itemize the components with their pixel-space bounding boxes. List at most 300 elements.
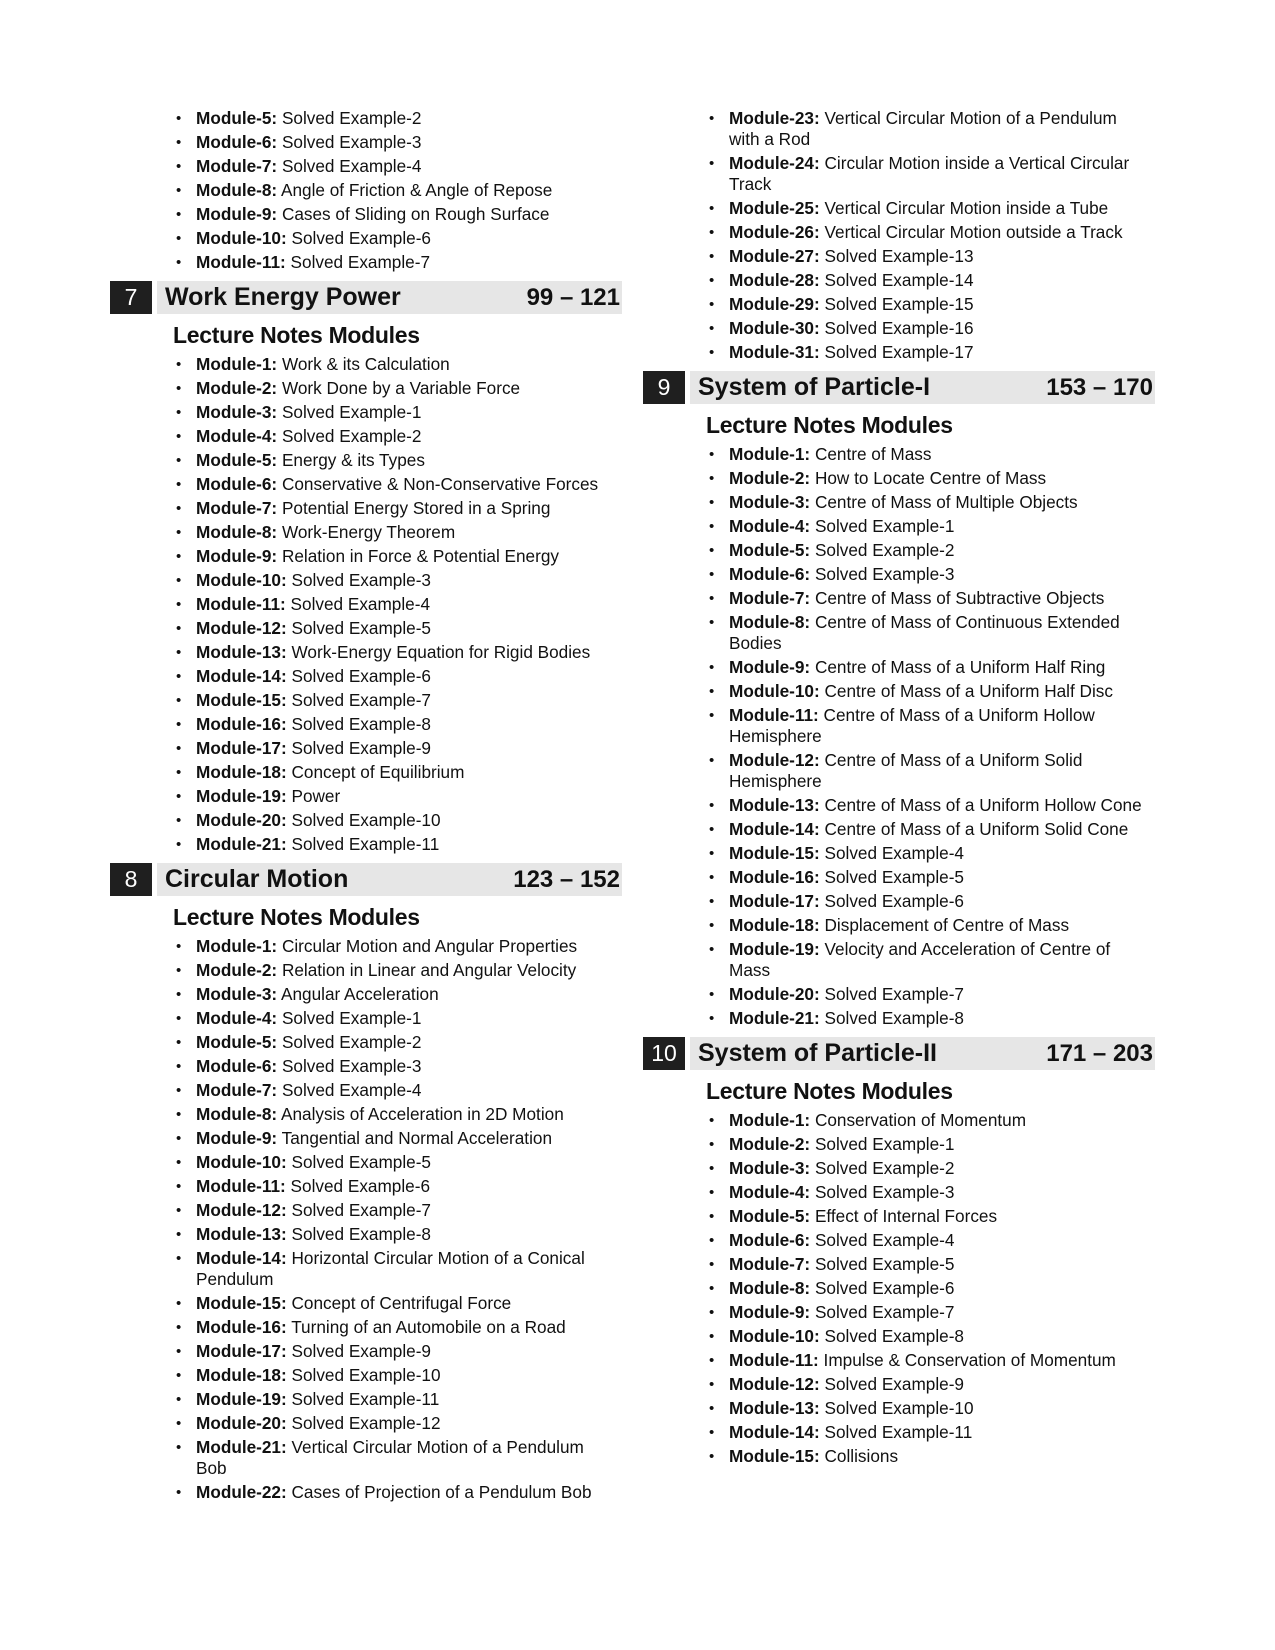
module-title: Solved Example-2 <box>814 540 955 560</box>
module-title: Solved Example-7 <box>291 690 431 710</box>
module-title: Solved Example-3 <box>281 132 422 152</box>
module-title: Vertical Circular Motion of a Pendulum with a Rod <box>729 108 1117 149</box>
module-title: Solved Example-2 <box>281 426 422 446</box>
module-title: Turning of an Automobile on a Road <box>291 1317 566 1337</box>
module-list-item <box>196 762 622 783</box>
module-list-item <box>196 354 622 375</box>
module-number: Module-9: <box>196 204 278 224</box>
module-title: Solved Example-10 <box>291 1365 441 1385</box>
module-list-item <box>196 498 622 519</box>
module-title: Centre of Mass of Multiple Objects <box>814 492 1078 512</box>
module-number: Module-28: <box>729 270 820 290</box>
module-title: Vertical Circular Motion of a Pendulum Bob <box>196 1437 584 1478</box>
module-title: Angular Acceleration <box>280 984 439 1004</box>
module-number: Module-9: <box>729 1302 811 1322</box>
module-title: Conservative & Non-Conservative Forces <box>281 474 599 494</box>
module-number: Module-15: <box>196 1293 287 1313</box>
module-number: Module-5: <box>196 1032 278 1052</box>
module-title: Circular Motion and Angular Properties <box>281 936 578 956</box>
module-number: Module-30: <box>729 318 820 338</box>
module-title: Solved Example-11 <box>291 1389 440 1409</box>
chapter-title-bar <box>157 281 622 314</box>
module-number: Module-20: <box>729 984 820 1004</box>
chapter-header <box>110 281 622 314</box>
module-list-item <box>729 1206 1155 1227</box>
module-list <box>643 1110 1155 1467</box>
module-list-item <box>729 468 1155 489</box>
module-title: Circular Motion inside a Vertical Circular Track <box>729 153 1130 194</box>
module-title: Solved Example-15 <box>824 294 974 314</box>
module-list-item <box>729 750 1155 792</box>
chapter-title-bar <box>690 371 1155 404</box>
module-list-item <box>729 705 1155 747</box>
module-list-item <box>729 1134 1155 1155</box>
module-number: Module-12: <box>729 750 820 770</box>
section-subtitle: Lecture Notes Modules <box>706 1078 953 1104</box>
module-number: Module-4: <box>196 426 278 446</box>
module-number: Module-1: <box>196 936 278 956</box>
module-title: Solved Example-10 <box>291 810 441 830</box>
module-number: Module-13: <box>729 1398 820 1418</box>
module-title: Relation in Force & Potential Energy <box>281 546 559 566</box>
module-list-item <box>196 984 622 1005</box>
chapter-block <box>110 281 622 855</box>
module-number: Module-11: <box>729 705 819 725</box>
module-title: Collisions <box>824 1446 899 1466</box>
module-list-item <box>196 132 622 153</box>
chapter-header <box>643 371 1155 404</box>
module-number: Module-4: <box>196 1008 278 1028</box>
module-title: Centre of Mass <box>814 444 932 464</box>
module-title: Solved Example-3 <box>814 564 955 584</box>
module-list-item <box>196 546 622 567</box>
module-list-item <box>196 594 622 615</box>
module-number: Module-5: <box>729 540 811 560</box>
module-title: Centre of Mass of a Uniform Hollow Cone <box>824 795 1142 815</box>
module-number: Module-19: <box>196 1389 287 1409</box>
module-title: Solved Example-7 <box>291 1200 431 1220</box>
module-list-item <box>729 939 1155 981</box>
module-list-item <box>196 1152 622 1173</box>
module-list-item <box>729 270 1155 291</box>
module-title: Concept of Centrifugal Force <box>291 1293 512 1313</box>
module-title: Solved Example-6 <box>824 891 964 911</box>
module-title: Solved Example-4 <box>281 1080 422 1100</box>
module-number: Module-4: <box>729 1182 811 1202</box>
module-title: Power <box>291 786 341 806</box>
module-number: Module-7: <box>196 156 278 176</box>
chapter-number: 8 <box>110 863 152 896</box>
module-number: Module-7: <box>729 1254 811 1274</box>
module-title: Solved Example-6 <box>290 1176 431 1196</box>
module-title: Solved Example-9 <box>291 1341 431 1361</box>
module-title: Displacement of Centre of Mass <box>824 915 1070 935</box>
module-list-item <box>729 1182 1155 1203</box>
module-title: Solved Example-1 <box>281 402 422 422</box>
module-list-item <box>729 1254 1155 1275</box>
module-title: Solved Example-17 <box>824 342 974 362</box>
module-number: Module-16: <box>729 867 820 887</box>
module-list-item <box>729 915 1155 936</box>
module-list-item <box>196 1080 622 1101</box>
module-title: Solved Example-5 <box>814 1254 955 1274</box>
module-number: Module-2: <box>196 378 278 398</box>
module-list <box>110 354 622 855</box>
module-list-item <box>196 1008 622 1029</box>
module-number: Module-15: <box>729 1446 820 1466</box>
module-number: Module-1: <box>729 444 811 464</box>
module-title: Solved Example-6 <box>814 1278 955 1298</box>
module-number: Module-7: <box>196 498 278 518</box>
module-number: Module-19: <box>196 786 287 806</box>
module-number: Module-6: <box>196 474 278 494</box>
module-number: Module-10: <box>729 681 820 701</box>
module-number: Module-4: <box>729 516 811 536</box>
module-list-item <box>729 984 1155 1005</box>
module-list-item <box>729 492 1155 513</box>
module-list-item <box>196 1341 622 1362</box>
chapter-page-range: 99 – 121 <box>526 283 620 311</box>
module-title: Work Done by a Variable Force <box>281 378 521 398</box>
module-title: Conservation of Momentum <box>814 1110 1027 1130</box>
module-number: Module-20: <box>196 810 287 830</box>
module-number: Module-11: <box>729 1350 819 1370</box>
module-number: Module-17: <box>729 891 820 911</box>
module-list-item <box>196 570 622 591</box>
module-title: Solved Example-9 <box>824 1374 964 1394</box>
chapter-block <box>110 863 622 1503</box>
module-list-item <box>729 1422 1155 1443</box>
chapter-block <box>643 1037 1155 1467</box>
module-list <box>643 444 1155 1029</box>
module-number: Module-14: <box>729 1422 820 1442</box>
module-title: Energy & its Types <box>281 450 425 470</box>
module-list-item <box>729 153 1155 195</box>
module-number: Module-8: <box>196 1104 278 1124</box>
module-title: Solved Example-8 <box>291 714 431 734</box>
module-number: Module-6: <box>196 132 278 152</box>
module-number: Module-20: <box>196 1413 287 1433</box>
module-list-item <box>196 834 622 855</box>
module-number: Module-27: <box>729 246 820 266</box>
module-number: Module-13: <box>196 1224 287 1244</box>
module-list-item <box>729 1158 1155 1179</box>
module-title: Solved Example-5 <box>291 618 431 638</box>
chapter-title: System of Particle-I <box>698 373 931 401</box>
module-number: Module-11: <box>196 252 286 272</box>
module-list <box>110 108 622 273</box>
chapter-page-range: 171 – 203 <box>1046 1039 1153 1067</box>
module-list-item <box>196 108 622 129</box>
module-number: Module-10: <box>196 1152 287 1172</box>
module-list-item <box>196 1437 622 1479</box>
module-title: Velocity and Acceleration of Centre of Mass <box>729 939 1111 980</box>
module-list-item <box>729 246 1155 267</box>
module-number: Module-31: <box>729 342 820 362</box>
module-list-item <box>196 1104 622 1125</box>
module-title: Solved Example-4 <box>824 843 964 863</box>
module-number: Module-5: <box>196 450 278 470</box>
module-title: Cases of Sliding on Rough Surface <box>281 204 550 224</box>
module-title: Solved Example-14 <box>824 270 974 290</box>
chapter-title-bar <box>690 1037 1155 1070</box>
module-title: Work & its Calculation <box>281 354 450 374</box>
module-number: Module-12: <box>196 1200 287 1220</box>
module-title: Centre of Mass of Continuous Extended Bodies <box>729 612 1120 653</box>
module-list-item <box>196 960 622 981</box>
module-number: Module-5: <box>196 108 278 128</box>
chapter-title: Work Energy Power <box>165 283 401 311</box>
module-list-item <box>196 204 622 225</box>
module-number: Module-3: <box>196 984 278 1004</box>
module-title: Centre of Mass of a Uniform Half Disc <box>824 681 1113 701</box>
module-number: Module-16: <box>196 714 287 734</box>
chapter-block <box>643 371 1155 1029</box>
module-list-item <box>196 1413 622 1434</box>
module-title: Impulse & Conservation of Momentum <box>823 1350 1116 1370</box>
module-list-item <box>196 378 622 399</box>
module-title: Centre of Mass of a Uniform Half Ring <box>814 657 1106 677</box>
module-list-item <box>196 426 622 447</box>
module-title: Solved Example-7 <box>814 1302 955 1322</box>
module-list-item <box>729 444 1155 465</box>
module-number: Module-7: <box>729 588 811 608</box>
module-title: Solved Example-1 <box>281 1008 422 1028</box>
module-number: Module-22: <box>196 1482 287 1502</box>
module-title: Centre of Mass of Subtractive Objects <box>814 588 1105 608</box>
module-list-item <box>729 1230 1155 1251</box>
module-number: Module-3: <box>729 1158 811 1178</box>
module-title: Solved Example-1 <box>814 1134 955 1154</box>
module-number: Module-6: <box>196 1056 278 1076</box>
module-list-item <box>729 657 1155 678</box>
module-number: Module-18: <box>196 762 287 782</box>
module-list-item <box>196 1032 622 1053</box>
module-title: Solved Example-8 <box>824 1326 964 1346</box>
module-number: Module-17: <box>196 1341 287 1361</box>
module-number: Module-2: <box>729 1134 811 1154</box>
module-number: Module-16: <box>196 1317 287 1337</box>
module-title: Centre of Mass of a Uniform Solid Cone <box>824 819 1129 839</box>
module-list-item <box>729 108 1155 150</box>
section-subtitle: Lecture Notes Modules <box>173 904 420 930</box>
module-title: Angle of Friction & Angle of Repose <box>280 180 553 200</box>
module-list-item <box>196 690 622 711</box>
chapter-title: System of Particle-II <box>698 1039 937 1067</box>
module-title: Cases of Projection of a Pendulum Bob <box>291 1482 592 1502</box>
module-list-item <box>196 1482 622 1503</box>
chapter-number: 10 <box>643 1037 685 1070</box>
module-title: Work-Energy Theorem <box>281 522 456 542</box>
module-number: Module-9: <box>196 546 278 566</box>
module-number: Module-29: <box>729 294 820 314</box>
module-number: Module-26: <box>729 222 820 242</box>
module-list-item <box>196 402 622 423</box>
module-title: Solved Example-6 <box>291 228 431 248</box>
module-list-item <box>196 1056 622 1077</box>
module-number: Module-1: <box>729 1110 811 1130</box>
module-list-item <box>196 228 622 249</box>
module-title: Solved Example-4 <box>290 594 431 614</box>
module-list <box>110 936 622 1503</box>
module-number: Module-10: <box>196 570 287 590</box>
module-list-item <box>729 1374 1155 1395</box>
module-title: Centre of Mass of a Uniform Hollow Hemisphere <box>729 705 1095 746</box>
module-title: Solved Example-3 <box>281 1056 422 1076</box>
module-list-item <box>729 564 1155 585</box>
module-number: Module-3: <box>196 402 278 422</box>
module-number: Module-2: <box>729 468 811 488</box>
module-list-item <box>729 198 1155 219</box>
module-title: Relation in Linear and Angular Velocity <box>281 960 577 980</box>
module-list-item <box>196 786 622 807</box>
module-list-item <box>729 516 1155 537</box>
module-title: Solved Example-6 <box>291 666 431 686</box>
module-list-item <box>196 738 622 759</box>
module-list-item <box>729 222 1155 243</box>
module-number: Module-7: <box>196 1080 278 1100</box>
module-title: Solved Example-8 <box>291 1224 431 1244</box>
module-list-item <box>729 342 1155 363</box>
module-list-item <box>729 294 1155 315</box>
module-list-item <box>196 810 622 831</box>
module-list-item <box>196 1317 622 1338</box>
module-list-item <box>196 474 622 495</box>
module-title: Potential Energy Stored in a Spring <box>281 498 551 518</box>
module-title: Solved Example-9 <box>291 738 431 758</box>
module-list-item <box>729 867 1155 888</box>
module-list-item <box>196 618 622 639</box>
module-number: Module-14: <box>196 1248 287 1268</box>
module-number: Module-12: <box>729 1374 820 1394</box>
module-list-item <box>196 1128 622 1149</box>
module-title: Solved Example-3 <box>291 570 431 590</box>
module-title: Vertical Circular Motion inside a Tube <box>824 198 1109 218</box>
module-title: Solved Example-2 <box>281 108 422 128</box>
module-number: Module-3: <box>729 492 811 512</box>
module-title: Solved Example-3 <box>814 1182 955 1202</box>
module-title: Solved Example-8 <box>824 1008 964 1028</box>
module-list-item <box>729 1302 1155 1323</box>
chapter-title: Circular Motion <box>165 865 349 893</box>
module-title: Work-Energy Equation for Rigid Bodies <box>291 642 591 662</box>
module-number: Module-19: <box>729 939 820 959</box>
chapter-title-bar <box>157 863 622 896</box>
module-title: Tangential and Normal Acceleration <box>281 1128 553 1148</box>
left-column <box>110 108 622 1506</box>
module-title: Solved Example-11 <box>824 1422 973 1442</box>
module-list-item <box>729 1008 1155 1029</box>
module-list-item <box>729 1398 1155 1419</box>
module-number: Module-18: <box>729 915 820 935</box>
module-list-item <box>196 1389 622 1410</box>
module-title: Solved Example-2 <box>814 1158 955 1178</box>
chapter-page-range: 123 – 152 <box>513 865 620 893</box>
module-title: Solved Example-5 <box>291 1152 431 1172</box>
module-list-item <box>196 450 622 471</box>
module-number: Module-14: <box>729 819 820 839</box>
module-number: Module-15: <box>729 843 820 863</box>
module-number: Module-9: <box>196 1128 278 1148</box>
chapter-header <box>110 863 622 896</box>
module-list-item <box>196 936 622 957</box>
module-list-item <box>729 819 1155 840</box>
module-list-item <box>729 795 1155 816</box>
module-list-item <box>196 714 622 735</box>
module-list-item <box>196 522 622 543</box>
chapter-number: 9 <box>643 371 685 404</box>
module-title: Solved Example-12 <box>291 1413 441 1433</box>
module-number: Module-8: <box>196 180 278 200</box>
module-number: Module-11: <box>196 594 286 614</box>
module-list-item <box>196 1224 622 1245</box>
module-number: Module-6: <box>729 1230 811 1250</box>
module-list-item <box>196 1248 622 1290</box>
module-title: Solved Example-4 <box>814 1230 955 1250</box>
module-number: Module-11: <box>196 1176 286 1196</box>
module-title: Solved Example-7 <box>290 252 431 272</box>
module-list-item <box>196 1365 622 1386</box>
module-list-item <box>196 1293 622 1314</box>
module-title: Solved Example-5 <box>824 867 964 887</box>
module-list-item <box>196 1200 622 1221</box>
section-subtitle: Lecture Notes Modules <box>706 412 953 438</box>
module-list-item <box>196 252 622 273</box>
module-number: Module-8: <box>729 612 811 632</box>
module-number: Module-10: <box>729 1326 820 1346</box>
module-list-item <box>729 588 1155 609</box>
module-title: Concept of Equilibrium <box>291 762 465 782</box>
module-list-item <box>729 1326 1155 1347</box>
chapter-header <box>643 1037 1155 1070</box>
module-title: Solved Example-10 <box>824 1398 974 1418</box>
module-number: Module-15: <box>196 690 287 710</box>
right-column <box>643 108 1155 1470</box>
module-number: Module-13: <box>196 642 287 662</box>
module-number: Module-21: <box>729 1008 820 1028</box>
module-title: Solved Example-4 <box>281 156 422 176</box>
module-list-item <box>729 891 1155 912</box>
chapter-page-range: 153 – 170 <box>1046 373 1153 401</box>
module-title: Solved Example-1 <box>814 516 955 536</box>
module-list-item <box>196 180 622 201</box>
module-list-item <box>729 1110 1155 1131</box>
module-number: Module-9: <box>729 657 811 677</box>
module-title: Solved Example-11 <box>291 834 440 854</box>
module-title: Analysis of Acceleration in 2D Motion <box>280 1104 564 1124</box>
module-number: Module-18: <box>196 1365 287 1385</box>
module-title: Solved Example-16 <box>824 318 974 338</box>
module-number: Module-25: <box>729 198 820 218</box>
module-number: Module-1: <box>196 354 278 374</box>
module-title: Vertical Circular Motion outside a Track <box>824 222 1123 242</box>
module-title: Effect of Internal Forces <box>814 1206 998 1226</box>
module-title: Solved Example-2 <box>281 1032 422 1052</box>
module-list-item <box>196 1176 622 1197</box>
module-list-item <box>729 540 1155 561</box>
module-list-item <box>729 318 1155 339</box>
module-list <box>643 108 1155 363</box>
module-list-item <box>729 1446 1155 1467</box>
module-number: Module-21: <box>196 1437 287 1457</box>
module-number: Module-21: <box>196 834 287 854</box>
module-number: Module-23: <box>729 108 820 128</box>
section-subtitle: Lecture Notes Modules <box>173 322 420 348</box>
module-number: Module-6: <box>729 564 811 584</box>
module-title: Solved Example-7 <box>824 984 964 1004</box>
module-list-item <box>729 1350 1155 1371</box>
module-number: Module-14: <box>196 666 287 686</box>
